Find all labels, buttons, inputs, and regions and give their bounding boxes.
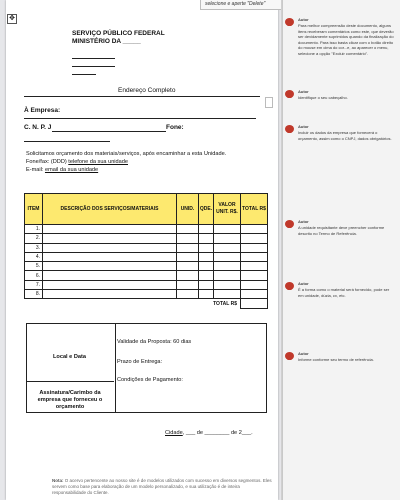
cell-unid[interactable] [177, 271, 199, 280]
cell-valor[interactable] [214, 234, 241, 243]
cell-qde[interactable] [199, 280, 214, 289]
cell-unid[interactable] [177, 225, 199, 234]
items-table [24, 193, 268, 309]
table-row [25, 234, 268, 243]
signature-label: Assinatura/Carimbo da empresa que forneceu o orçamento [37, 390, 103, 410]
cell-valor[interactable] [214, 225, 241, 234]
condicoes-label: Condições de Pagamento: [117, 377, 183, 383]
local-data-label: Local e Data [53, 354, 86, 360]
comment-3[interactable] [284, 123, 396, 153]
cnpj-label: C. N. P. J [24, 124, 52, 131]
cell-unid[interactable] [177, 280, 199, 289]
cell-total[interactable] [241, 271, 268, 280]
cell-total[interactable] [241, 252, 268, 261]
table-row [25, 280, 268, 289]
city-date-line: Cidade, ___ de ________ de 2___. [165, 430, 253, 436]
cnpj-rule [52, 131, 166, 132]
cell-valor[interactable] [214, 243, 241, 252]
user-avatar-icon [285, 352, 294, 360]
address-field-marker[interactable] [265, 97, 273, 108]
email-link[interactable]: email da sua unidade [44, 167, 99, 173]
total-label: TOTAL R$ [43, 299, 241, 308]
row-number: 1. [25, 225, 43, 234]
cell-total[interactable] [241, 290, 268, 299]
row-number: 5. [25, 262, 43, 271]
cell-descricao[interactable] [43, 243, 177, 252]
col-unid: UNID. [177, 194, 199, 225]
table-row [25, 243, 268, 252]
extra-rule [24, 141, 110, 142]
cell-valor[interactable] [214, 280, 241, 289]
row-number: 6. [25, 271, 43, 280]
cell-qde[interactable] [199, 252, 214, 261]
cell-descricao[interactable] [43, 225, 177, 234]
user-avatar-icon [285, 18, 294, 26]
cell-qde[interactable] [199, 290, 214, 299]
row-number: 3. [25, 243, 43, 252]
table-total-row [25, 299, 268, 308]
comment-text: Identifique o seu cabeçalho. [298, 95, 348, 100]
comment-6[interactable] [284, 350, 396, 366]
table-header-row [25, 194, 268, 225]
cell-valor[interactable] [214, 271, 241, 280]
cell-total[interactable] [241, 225, 268, 234]
user-avatar-icon [285, 220, 294, 228]
cell-total[interactable] [241, 243, 268, 252]
table-move-handle-icon[interactable]: ✥ [7, 14, 17, 24]
cell-qde[interactable] [199, 262, 214, 271]
address-label: Endereço Completo [118, 87, 176, 94]
comment-author: Autor [298, 219, 309, 224]
cell-valor[interactable] [214, 262, 241, 271]
cell-unid[interactable] [177, 262, 199, 271]
cell-qde[interactable] [199, 271, 214, 280]
city-field[interactable]: Cidade [165, 430, 183, 436]
cell-qde[interactable] [199, 225, 214, 234]
cell-unid[interactable] [177, 243, 199, 252]
cell-total[interactable] [241, 262, 268, 271]
cell-total[interactable] [241, 234, 268, 243]
comment-author: Autor [298, 17, 309, 22]
table-row [25, 252, 268, 261]
cell-unid[interactable] [177, 252, 199, 261]
cell-unid[interactable] [177, 290, 199, 299]
total-value-cell[interactable] [241, 299, 268, 308]
col-item: ITEM [25, 194, 43, 225]
col-total: TOTAL R$ [241, 194, 268, 225]
row-number: 2. [25, 234, 43, 243]
cell-total[interactable] [241, 280, 268, 289]
header-line1: SERVIÇO PÚBLICO FEDERAL [72, 30, 165, 37]
cell-valor[interactable] [214, 290, 241, 299]
fonefax-link[interactable]: telefone da sua unidade [68, 159, 128, 165]
row-number: 8. [25, 290, 43, 299]
request-text: Solicitamos orçamento dos materiais/serviços, após encaminhar a esta Unidade. [26, 151, 227, 157]
cell-qde[interactable] [199, 243, 214, 252]
cell-qde[interactable] [199, 234, 214, 243]
company-rule [24, 118, 256, 119]
user-avatar-icon [285, 90, 294, 98]
comment-author: Autor [298, 281, 309, 286]
comment-author: Autor [298, 351, 309, 356]
prazo-label: Prazo de Entrega: [117, 359, 163, 365]
cell-descricao[interactable] [43, 252, 177, 261]
delete-hint-field: selecione e aperte "Delete" [200, 0, 284, 10]
col-descricao: DESCRIÇÃO DOS SERVIÇOS/MATERIAIS [43, 194, 177, 225]
cell-descricao[interactable] [43, 234, 177, 243]
header-rule-1 [72, 58, 115, 59]
comment-text: Para melhor compreensão deste documento, alguns itens receberam comentários como este, que deverão ser devidamente suprimidos quando da finalização do documento. Para isso basta clicar com o botão direito do mouse em cima do cor...e, ao aparecer o menu, selecione a opção "Excluir comentário". [298, 23, 394, 56]
comment-text: A unidade requisitante deve preencher conforme descrito no Termo de Referência. [298, 225, 385, 236]
comment-5[interactable] [284, 280, 396, 302]
validade-label: Validade da Proposta: 60 dias [117, 339, 192, 345]
comment-author: Autor [298, 124, 309, 129]
cell-descricao[interactable] [43, 290, 177, 299]
table-row [25, 225, 268, 234]
local-signature-divider [26, 381, 114, 382]
header-rule-3 [72, 74, 96, 75]
comment-4[interactable] [284, 218, 396, 240]
comment-text: Informe conforme seu termo de referência. [298, 357, 374, 362]
footer-note: Nota: O acervo pertencente ao nosso site é de modelos utilizados com sucesso em diversos segmentos. Eles servem como base para elaboração de um modelo personalizado, e sua utilização é de inteira responsabilidade do Cliente. [52, 478, 272, 495]
header-line2: MINISTÉRIO DA _____ [72, 38, 141, 45]
comment-2[interactable] [284, 88, 396, 104]
cell-valor[interactable] [214, 252, 241, 261]
user-avatar-icon [285, 125, 294, 133]
row-number: 7. [25, 280, 43, 289]
fonefax-line: Fone/fax: (DDD) telefone da sua unidade [26, 159, 128, 165]
company-label: À Empresa: [24, 107, 61, 114]
address-rule [24, 96, 260, 97]
email-line: E-mail: email da sua unidade [26, 167, 99, 173]
cell-descricao[interactable] [43, 280, 177, 289]
comment-text: É a forma como o material será fornecido, pode ser em unidade, dúzia, cx, etc. [298, 287, 390, 298]
cell-descricao[interactable] [43, 262, 177, 271]
table-row [25, 271, 268, 280]
table-row [25, 262, 268, 271]
cell-unid[interactable] [177, 234, 199, 243]
row-number: 4. [25, 252, 43, 261]
user-avatar-icon [285, 282, 294, 290]
comment-text: Incluir os dados da empresa que fornecerá o orçamento, assim como o CNPJ, dados obrigatórios. [298, 130, 392, 141]
col-valor-unit: VALOR UNIT. R$. [214, 194, 241, 225]
col-qde: QDE. [199, 194, 214, 225]
table-row [25, 290, 268, 299]
comment-1[interactable] [284, 16, 396, 76]
fone-label: Fone: [166, 124, 184, 131]
terms-box [114, 323, 267, 413]
comment-author: Autor [298, 89, 309, 94]
cell-descricao[interactable] [43, 271, 177, 280]
header-rule-2 [72, 66, 115, 67]
